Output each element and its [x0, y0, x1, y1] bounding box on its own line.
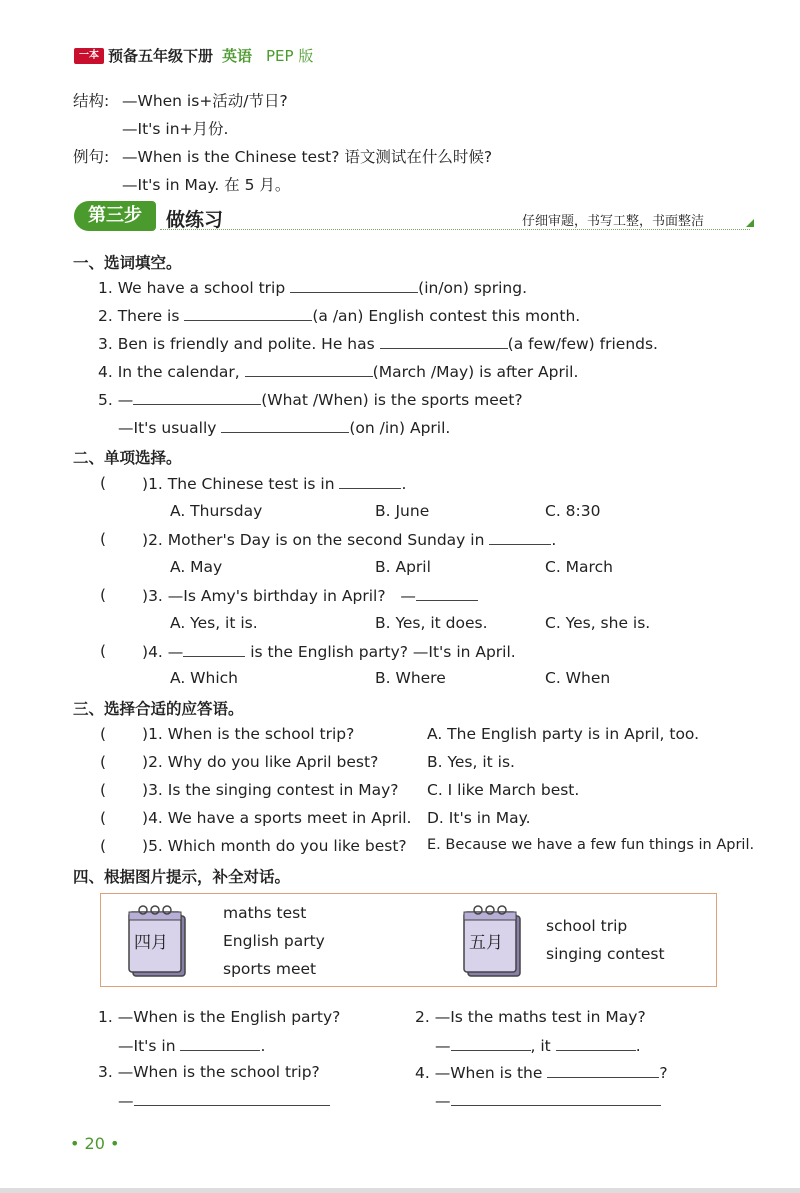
s2-q2-option-a[interactable]: A. May — [170, 558, 223, 576]
calendar-may-label: 五月 — [469, 933, 503, 953]
calendar-may-event-2: singing contest — [546, 945, 665, 963]
section3-title: 三、选择合适的应答语。 — [73, 700, 244, 718]
s1-blank-3[interactable] — [380, 334, 508, 349]
s1-blank-6[interactable] — [221, 418, 349, 433]
step-triangle-icon — [746, 219, 754, 227]
s3-row4-paren[interactable]: ( — [100, 809, 107, 827]
s2-q1-option-c[interactable]: C. 8:30 — [545, 502, 601, 520]
s4-q4-blank-2[interactable] — [451, 1091, 661, 1106]
structure-line-1: —When is+活动/节日? — [122, 92, 288, 110]
s2-q3-option-a[interactable]: A. Yes, it is. — [170, 614, 258, 632]
s1-item-3: 3. Ben is friendly and polite. He has (a few/few) friends. — [98, 335, 658, 353]
section1-title: 一、选词填空。 — [73, 254, 182, 272]
s4-q2-line2: — , it . — [435, 1037, 641, 1055]
s3-row5-paren[interactable]: ( — [100, 837, 107, 855]
s4-q4-line1: 4. —When is the ? — [415, 1064, 668, 1082]
s2-q2-stem: )2. Mother's Day is on the second Sunday in . — [142, 531, 557, 549]
s4-q3-blank[interactable] — [134, 1091, 330, 1106]
s3-row1-answer: A. The English party is in April, too. — [427, 725, 700, 743]
s3-row2-answer: B. Yes, it is. — [427, 753, 515, 771]
s2-q1-option-b[interactable]: B. June — [375, 502, 430, 520]
section4-title: 四、根据图片提示，补全对话。 — [73, 868, 291, 886]
s4-q4-blank-1[interactable] — [547, 1063, 659, 1078]
s3-row3-answer: C. I like March best. — [427, 781, 580, 799]
s4-q4-line2: — — [435, 1091, 661, 1110]
s2-q4-option-a[interactable]: A. Which — [170, 669, 238, 687]
edition-label: PEP 版 — [266, 47, 314, 65]
s3-row2-paren[interactable]: ( — [100, 753, 107, 771]
example-label: 例句: — [73, 148, 110, 166]
s3-row1-paren[interactable]: ( — [100, 725, 107, 743]
calendar-april-event-2: English party — [223, 932, 325, 950]
s1-blank-1[interactable] — [290, 278, 418, 293]
s4-q1-line2: —It's in . — [118, 1037, 266, 1055]
calendar-april-label: 四月 — [134, 933, 168, 953]
s1-item-6: —It's usually (on /in) April. — [118, 419, 451, 437]
example-line-2: —It's in May. 在 5 月。 — [122, 176, 291, 194]
s1-blank-2[interactable] — [184, 306, 312, 321]
calendar-may-event-1: school trip — [546, 917, 628, 935]
structure-line-2: —It's in+月份. — [122, 120, 229, 138]
s2-q4-paren[interactable]: ( — [100, 642, 107, 660]
s4-q2-blank-1[interactable] — [451, 1036, 531, 1051]
s3-row4-question: )4. We have a sports meet in April. — [142, 809, 412, 827]
s3-row1-question: )1. When is the school trip? — [142, 725, 355, 743]
page-number: • 20 • — [70, 1134, 120, 1153]
s4-q2-blank-2[interactable] — [556, 1036, 636, 1051]
structure-label: 结构: — [73, 92, 110, 110]
s1-item-1: 1. We have a school trip (in/on) spring. — [98, 279, 528, 297]
s2-q1-option-a[interactable]: A. Thursday — [170, 502, 263, 520]
s2-q3-stem: )3. —Is Amy's birthday in April? — — [142, 586, 478, 605]
s1-blank-4[interactable] — [245, 362, 373, 377]
s2-q3-paren[interactable]: ( — [100, 586, 107, 604]
s3-row5-question: )5. Which month do you like best? — [142, 837, 407, 855]
publisher-logo: 一本 — [74, 48, 104, 64]
s2-q4-option-b[interactable]: B. Where — [375, 669, 446, 687]
example-line-1: —When is the Chinese test? 语文测试在什么时候? — [122, 148, 493, 166]
bottom-edge — [0, 1188, 800, 1193]
s2-q1-stem: )1. The Chinese test is in . — [142, 475, 407, 493]
step-motto: 仔细审题，书写工整，书面整洁 — [522, 214, 705, 229]
s3-row4-answer: D. It's in May. — [427, 809, 531, 827]
s2-q2-option-c[interactable]: C. March — [545, 558, 613, 576]
s1-blank-5[interactable] — [133, 390, 261, 405]
s3-row5-answer: E. Because we have a few fun things in April. — [427, 837, 755, 853]
s3-row3-paren[interactable]: ( — [100, 781, 107, 799]
s4-q3-line2: — — [118, 1091, 330, 1110]
s2-q4-option-c[interactable]: C. When — [545, 669, 611, 687]
s2-q2-paren[interactable]: ( — [100, 530, 107, 548]
calendar-hint-box — [100, 893, 717, 987]
s2-q3-option-b[interactable]: B. Yes, it does. — [375, 614, 488, 632]
s4-q2-line1: 2. —Is the maths test in May? — [415, 1008, 646, 1026]
calendar-april-event-1: maths test — [223, 904, 307, 922]
s4-q1-blank[interactable] — [180, 1036, 260, 1051]
s1-item-2: 2. There is (a /an) English contest this month. — [98, 307, 581, 325]
s2-q4-stem: )4. — is the English party? —It's in April. — [142, 643, 516, 661]
calendar-april-event-3: sports meet — [223, 960, 317, 978]
s4-q3-line1: 3. —When is the school trip? — [98, 1063, 320, 1081]
s2-q3-option-c[interactable]: C. Yes, she is. — [545, 614, 651, 632]
step-divider — [160, 229, 750, 230]
section2-title: 二、单项选择。 — [73, 449, 182, 467]
s1-item-4: 4. In the calendar, (March /May) is after April. — [98, 363, 579, 381]
subject-label: 英语 — [222, 47, 253, 65]
s4-q1-line1: 1. —When is the English party? — [98, 1008, 341, 1026]
book-title: 预备五年级下册 — [108, 47, 214, 65]
s2-q1-paren[interactable]: ( — [100, 474, 107, 492]
step-badge: 第三步 — [74, 201, 156, 231]
s1-item-5: 5. — (What /When) is the sports meet? — [98, 391, 523, 409]
s3-row2-question: )2. Why do you like April best? — [142, 753, 379, 771]
s2-q2-option-b[interactable]: B. April — [375, 558, 431, 576]
s3-row3-question: )3. Is the singing contest in May? — [142, 781, 399, 799]
step-title: 做练习 — [166, 209, 224, 231]
